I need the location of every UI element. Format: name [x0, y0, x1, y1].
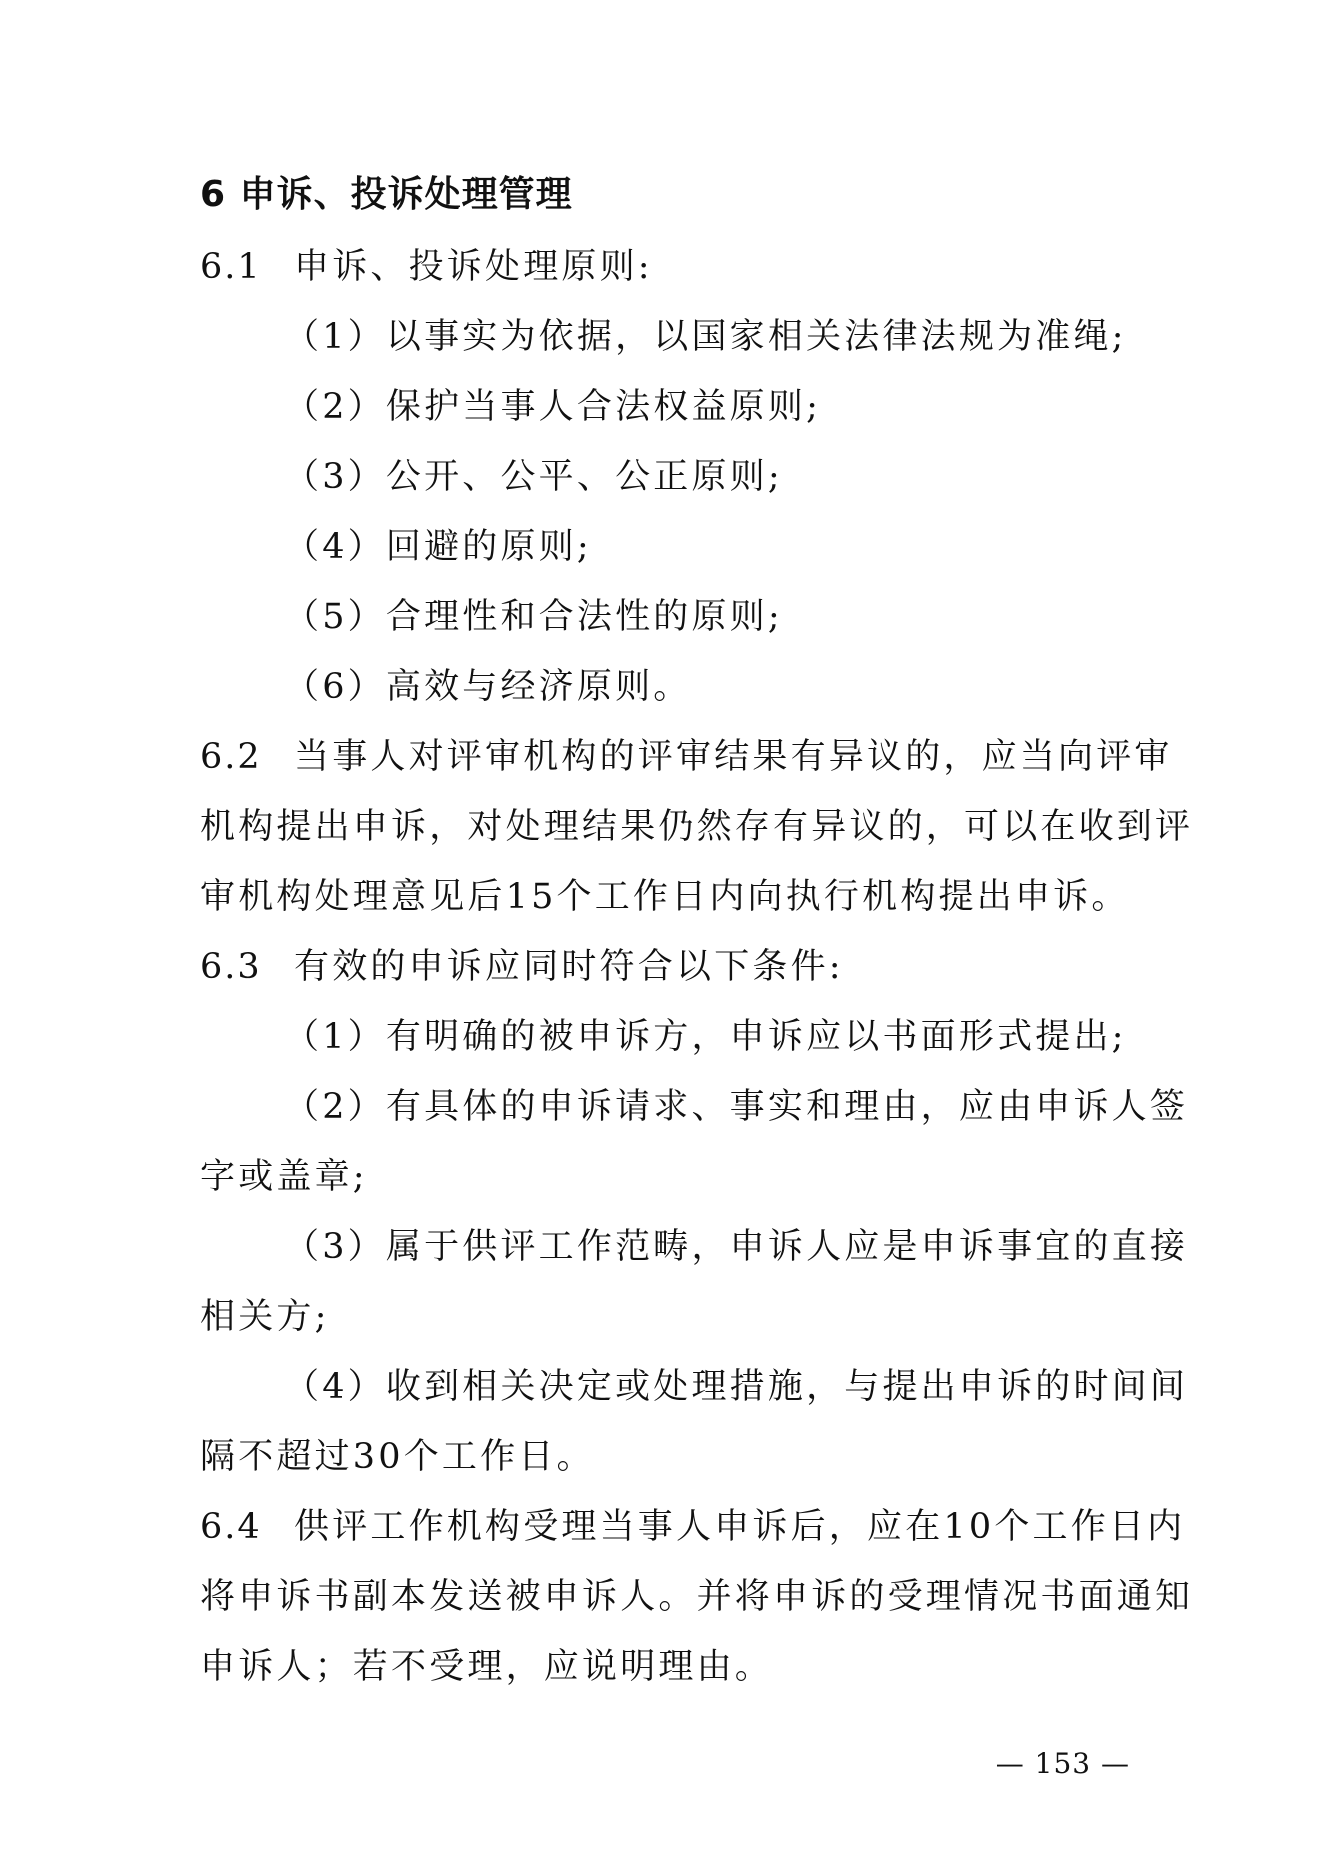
clause-text: 供评工作机构受理当事人申诉后，应在10个工作日内 [294, 1507, 1186, 1547]
clause-text-continued: 将申诉书副本发送被申诉人。并将申诉的受理情况书面通知 [200, 1577, 1194, 1617]
list-item: （4）收到相关决定或处理措施，与提出申诉的时间间 [284, 1367, 1189, 1407]
list-item: （5）合理性和合法性的原则; [284, 597, 783, 637]
list-item: （1）以事实为依据，以国家相关法律法规为准绳; [284, 317, 1127, 357]
page-number: — 153 — [995, 1747, 1130, 1780]
list-item: （3）公开、公平、公正原则; [284, 457, 783, 497]
list-item: （1）有明确的被申诉方，申诉应以书面形式提出; [284, 1017, 1127, 1057]
clause-6-1 [200, 242, 1130, 292]
section-heading: 6 申诉、投诉处理管理 [200, 174, 573, 215]
clause-6-2 [200, 732, 1173, 782]
list-item-continued: 字或盖章; [200, 1157, 368, 1197]
clause-text-continued: 申诉人；若不受理，应说明理由。 [200, 1647, 774, 1687]
clause-text: 当事人对评审机构的评审结果有异议的，应当向评审 [294, 737, 1173, 777]
clause-6-3 [200, 942, 1130, 992]
clause-text-continued: 审机构处理意见后15个工作日内向执行机构提出申诉。 [200, 877, 1130, 917]
list-item-continued: 隔不超过30个工作日。 [200, 1437, 595, 1477]
clause-number: 6.1 [200, 247, 262, 287]
list-item: （3）属于供评工作范畴，申诉人应是申诉事宜的直接 [284, 1227, 1189, 1267]
list-item: （4）回避的原则; [284, 527, 592, 567]
clause-number: 6.3 [200, 947, 262, 987]
list-item: （6）高效与经济原则。 [284, 667, 692, 707]
clause-text: 有效的申诉应同时符合以下条件: [294, 947, 844, 987]
clause-number: 6.4 [200, 1507, 262, 1547]
list-item: （2）有具体的申诉请求、事实和理由，应由申诉人签 [284, 1087, 1189, 1127]
clause-6-4 [200, 1502, 1186, 1552]
clause-text-continued: 机构提出申诉，对处理结果仍然存有异议的，可以在收到评 [200, 807, 1194, 847]
clause-number: 6.2 [200, 737, 262, 777]
clause-text: 申诉、投诉处理原则: [294, 247, 653, 287]
list-item: （2）保护当事人合法权益原则; [284, 387, 822, 427]
list-item-continued: 相关方; [200, 1297, 330, 1337]
